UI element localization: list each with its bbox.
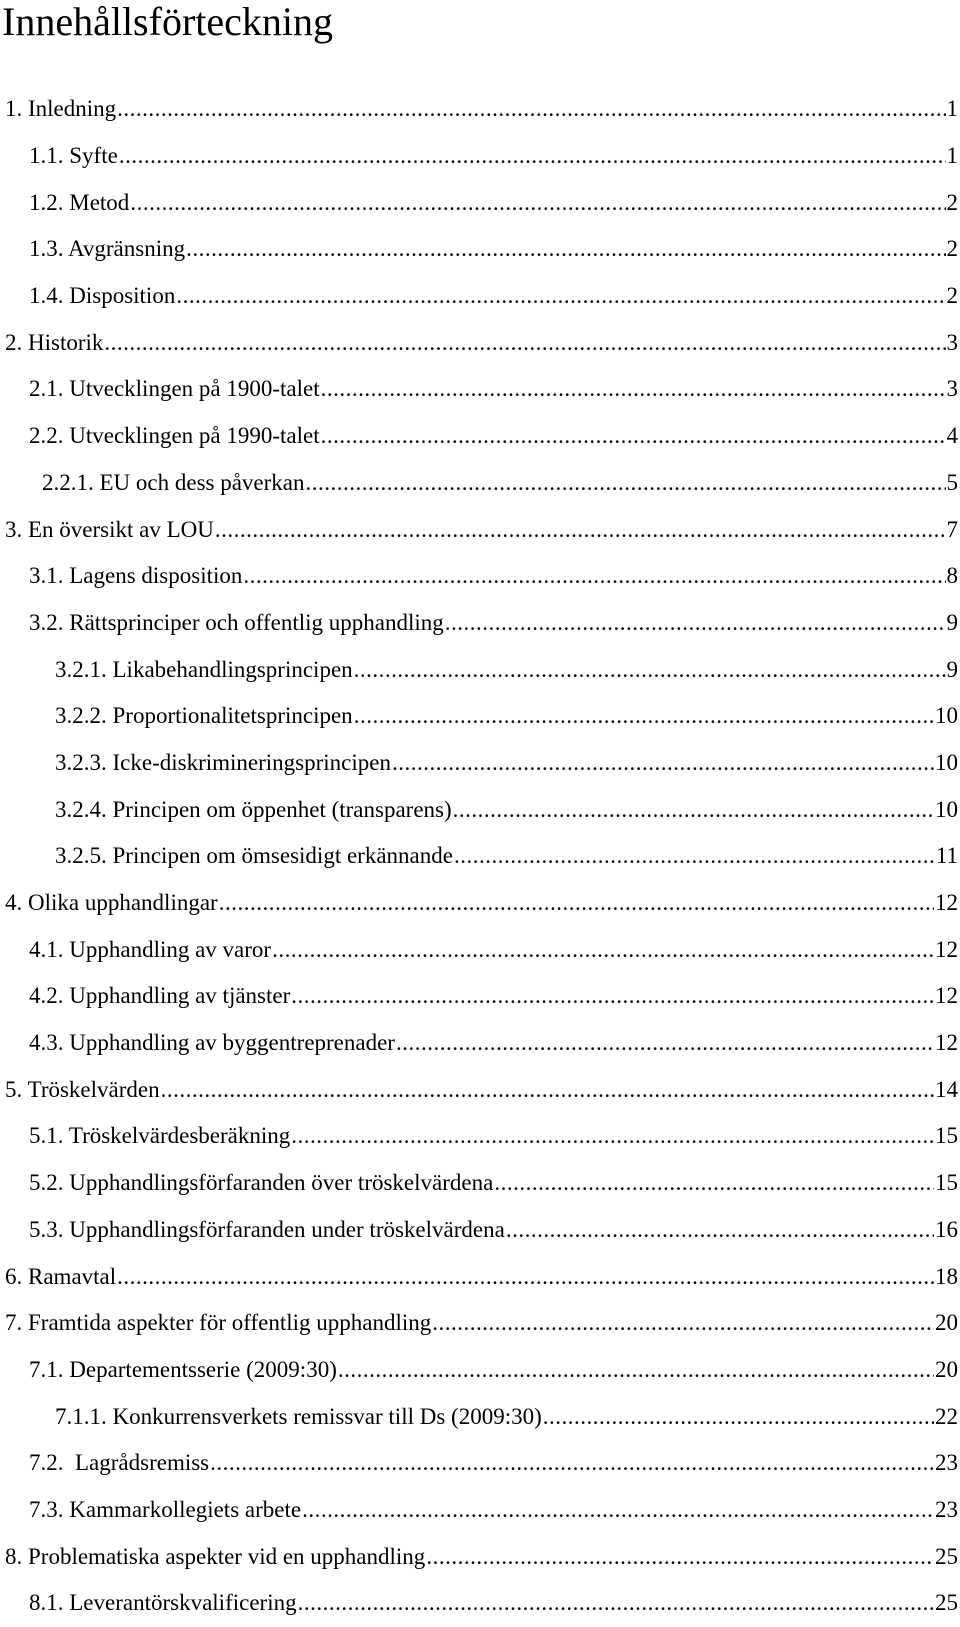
toc-entry-label: 3.2.1. Likabehandlingsprincipen: [55, 656, 353, 682]
toc-dot-leader: [454, 842, 935, 870]
toc-entry-page-number: 10: [935, 749, 958, 775]
toc-dot-leader: [298, 1589, 934, 1617]
toc-entry-page-number: 18: [935, 1263, 958, 1289]
toc-dot-leader: [445, 609, 946, 637]
toc-dot-leader: [396, 1029, 934, 1057]
toc-entry[interactable]: [0, 86, 960, 133]
toc-entry[interactable]: [0, 1487, 960, 1534]
toc-entry-page-number: 5: [946, 469, 958, 495]
toc-entry-label: 1.4. Disposition: [29, 283, 176, 309]
toc-entry-label: 2.2.1. EU och dess påverkan: [42, 469, 305, 495]
toc-entry-label: 4.1. Upphandling av varor: [29, 936, 272, 962]
toc-entry[interactable]: [0, 693, 960, 740]
toc-entry-page-number: 2: [946, 189, 958, 215]
toc-entry[interactable]: [0, 646, 960, 693]
toc-dot-leader: [130, 189, 945, 217]
toc-dot-leader: [186, 235, 945, 263]
toc-entry[interactable]: [0, 1020, 960, 1067]
toc-entry[interactable]: [0, 1300, 960, 1347]
toc-dot-leader: [243, 562, 945, 590]
toc-entry-label: 1.2. Metod: [29, 189, 130, 215]
toc-entry[interactable]: [0, 973, 960, 1020]
toc-dot-leader: [354, 656, 946, 684]
toc-entry[interactable]: [0, 506, 960, 553]
toc-entry-page-number: 23: [935, 1496, 958, 1522]
toc-entry-label: 2.2. Utvecklingen på 1990-talet: [29, 423, 320, 449]
toc-entry-page-number: 4: [946, 423, 958, 449]
toc-dot-leader: [321, 422, 946, 450]
toc-dot-leader: [321, 375, 946, 403]
toc-entry-page-number: 11: [935, 843, 958, 869]
toc-entry-page-number: 15: [935, 1123, 958, 1149]
toc-entry[interactable]: [0, 366, 960, 413]
toc-entry-label: 2. Historik: [5, 329, 104, 355]
toc-entry-page-number: 12: [935, 936, 958, 962]
toc-dot-leader: [210, 1449, 934, 1477]
toc-entry-page-number: 9: [946, 656, 958, 682]
toc-dot-leader: [506, 1216, 934, 1244]
toc-entry[interactable]: [0, 133, 960, 180]
toc-dot-leader: [302, 1496, 934, 1524]
toc-entry-label: 5.1. Tröskelvärdesberäkning: [29, 1123, 291, 1149]
toc-entry[interactable]: [0, 1207, 960, 1254]
toc-entry-page-number: 20: [935, 1356, 958, 1382]
toc-dot-leader: [104, 329, 945, 357]
toc-entry-page-number: 3: [946, 376, 958, 402]
toc-entry-label: 8. Problematiska aspekter vid en upphandling: [5, 1543, 426, 1569]
toc-entry-label: 7.2. Lagrådsremiss: [29, 1450, 210, 1476]
toc-dot-leader: [119, 142, 946, 170]
toc-entry-page-number: 23: [935, 1450, 958, 1476]
toc-dot-leader: [117, 95, 945, 123]
toc-entry-label: 3.2.5. Principen om ömsesidigt erkännande: [55, 843, 453, 869]
toc-entry-page-number: 3: [946, 329, 958, 355]
toc-entry[interactable]: [0, 740, 960, 787]
toc-dot-leader: [176, 282, 945, 310]
toc-entry-page-number: 1: [946, 143, 958, 169]
toc-dot-leader: [354, 702, 934, 730]
toc-entry-label: 3.2.2. Proportionalitetsprincipen: [55, 703, 353, 729]
toc-entry-label: 3. En översikt av LOU: [5, 516, 214, 542]
toc-entry-label: 3.1. Lagens disposition: [29, 563, 243, 589]
toc-entry[interactable]: [0, 1393, 960, 1440]
toc-entry[interactable]: [0, 926, 960, 973]
table-of-contents: [0, 86, 960, 1627]
toc-entry-label: 1.3. Avgränsning: [29, 236, 186, 262]
toc-entry[interactable]: [0, 786, 960, 833]
toc-entry[interactable]: [0, 1533, 960, 1580]
toc-entry-label: 7.1.1. Konkurrensverkets remissvar till Ds (2009:30): [55, 1403, 542, 1429]
toc-dot-leader: [426, 1543, 934, 1571]
toc-entry-label: 1.1. Syfte: [29, 143, 118, 169]
toc-entry-label: 4.2. Upphandling av tjänster: [29, 983, 291, 1009]
toc-entry[interactable]: [0, 880, 960, 927]
toc-entry-page-number: 12: [935, 890, 958, 916]
toc-entry[interactable]: [0, 1580, 960, 1627]
toc-dot-leader: [543, 1403, 934, 1431]
toc-dot-leader: [161, 1076, 934, 1104]
toc-entry-page-number: 12: [935, 983, 958, 1009]
toc-entry-page-number: 8: [946, 563, 958, 589]
toc-entry-label: 1. Inledning: [5, 96, 117, 122]
toc-entry-label: 3.2.4. Principen om öppenhet (transparens): [55, 796, 452, 822]
toc-entry-label: 5. Tröskelvärden: [5, 1076, 160, 1102]
toc-entry-page-number: 2: [946, 236, 958, 262]
toc-dot-leader: [392, 749, 934, 777]
toc-entry-page-number: 22: [935, 1403, 958, 1429]
toc-entry[interactable]: [0, 1440, 960, 1487]
toc-entry-label: 2.1. Utvecklingen på 1900-talet: [29, 376, 320, 402]
toc-entry-label: 4. Olika upphandlingar: [5, 890, 218, 916]
toc-entry[interactable]: [0, 1160, 960, 1207]
toc-entry[interactable]: [0, 1253, 960, 1300]
toc-dot-leader: [291, 1122, 934, 1150]
toc-entry-label: 7. Framtida aspekter för offentlig upphandling: [5, 1310, 432, 1336]
page-title: Innehållsförteckning: [2, 0, 333, 44]
toc-entry-page-number: 7: [946, 516, 958, 542]
toc-entry-page-number: 10: [935, 703, 958, 729]
toc-entry-page-number: 12: [935, 1030, 958, 1056]
toc-entry-label: 4.3. Upphandling av byggentreprenader: [29, 1030, 395, 1056]
toc-entry[interactable]: [0, 273, 960, 320]
toc-dot-leader: [215, 516, 946, 544]
toc-dot-leader: [117, 1263, 934, 1291]
toc-entry[interactable]: [0, 833, 960, 880]
toc-entry-page-number: 14: [935, 1076, 958, 1102]
toc-entry-label: 5.3. Upphandlingsförfaranden under tröskelvärdena: [29, 1216, 505, 1242]
toc-dot-leader: [306, 469, 946, 497]
toc-entry[interactable]: [0, 1113, 960, 1160]
toc-entry[interactable]: [0, 413, 960, 460]
toc-entry-label: 8.1. Leverantörskvalificering: [29, 1590, 297, 1616]
toc-entry[interactable]: [0, 1347, 960, 1394]
toc-dot-leader: [453, 796, 934, 824]
toc-entry-page-number: 2: [946, 283, 958, 309]
toc-entry-label: 7.3. Kammarkollegiets arbete: [29, 1496, 302, 1522]
toc-entry-page-number: 9: [946, 609, 958, 635]
toc-entry[interactable]: [0, 460, 960, 507]
toc-entry[interactable]: [0, 226, 960, 273]
toc-entry-page-number: 1: [946, 96, 958, 122]
toc-entry-page-number: 25: [935, 1590, 958, 1616]
toc-dot-leader: [494, 1169, 934, 1197]
toc-entry[interactable]: [0, 1066, 960, 1113]
toc-entry-label: 6. Ramavtal: [5, 1263, 117, 1289]
toc-dot-leader: [219, 889, 934, 917]
toc-entry[interactable]: [0, 553, 960, 600]
toc-dot-leader: [432, 1309, 934, 1337]
toc-entry-page-number: 15: [935, 1170, 958, 1196]
toc-entry-label: 5.2. Upphandlingsförfaranden över tröskelvärdena: [29, 1170, 494, 1196]
toc-dot-leader: [291, 982, 934, 1010]
toc-entry-label: 3.2. Rättsprinciper och offentlig upphandling: [29, 609, 444, 635]
toc-entry-page-number: 25: [935, 1543, 958, 1569]
toc-entry-page-number: 20: [935, 1310, 958, 1336]
toc-entry-label: 7.1. Departementsserie (2009:30): [29, 1356, 337, 1382]
toc-entry-label: 3.2.3. Icke-diskrimineringsprincipen: [55, 749, 391, 775]
toc-entry[interactable]: [0, 179, 960, 226]
toc-entry[interactable]: [0, 600, 960, 647]
toc-entry-page-number: 10: [935, 796, 958, 822]
toc-dot-leader: [338, 1356, 934, 1384]
toc-entry[interactable]: [0, 319, 960, 366]
toc-entry-page-number: 16: [935, 1216, 958, 1242]
toc-dot-leader: [272, 936, 934, 964]
